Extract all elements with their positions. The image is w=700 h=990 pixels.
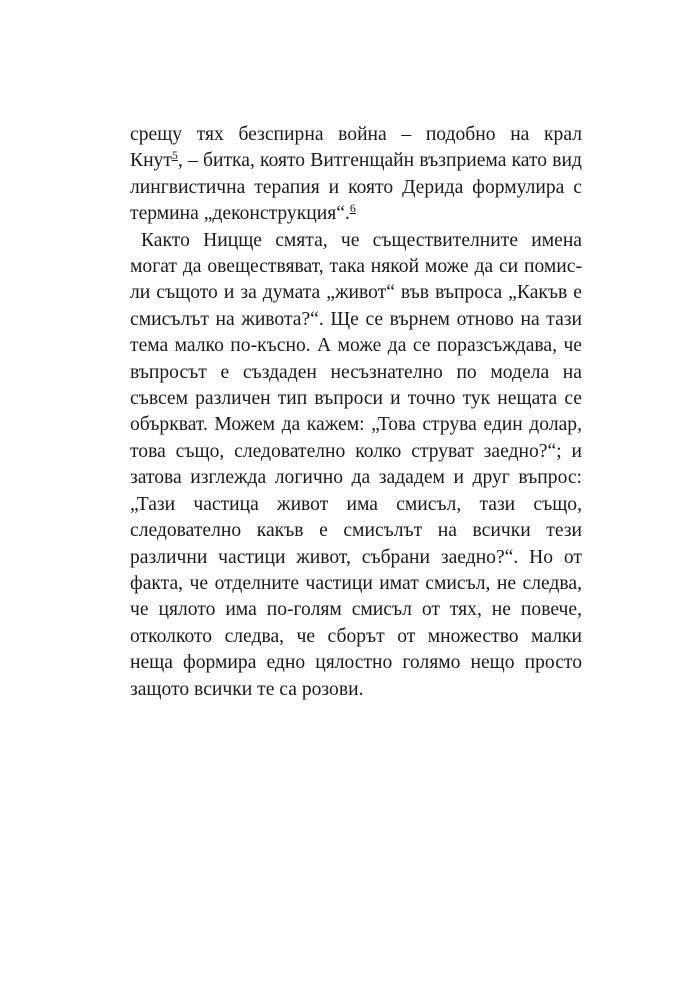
text-line (130, 280, 582, 306)
line-text: неща формира едно цялостно голямо нещо просто (130, 652, 582, 674)
text-line (130, 148, 582, 174)
line-text: факта, че отделните частици имат смисъл, не следва, (130, 572, 582, 594)
line-text-continued: , – битка, която Витгенщайн възприема като вид (177, 150, 582, 172)
text-line (130, 439, 582, 465)
text-line (130, 650, 582, 676)
line-text: срещу тях безспирна война – подобно на крал (130, 124, 582, 145)
line-text: Както Ницще смята, че съществителните имена (141, 229, 582, 251)
text-line (130, 333, 582, 359)
text-line (130, 545, 582, 571)
line-text: лингвистична терапия и която Дерида формулира с (130, 176, 582, 198)
text-line (130, 597, 582, 623)
text-line (130, 386, 582, 412)
line-text: затова изглежда логично да зададем и друг въпрос: (130, 467, 582, 489)
line-text: съвсем различен тип въпроси и точно тук нещата се (130, 388, 582, 410)
text-line (130, 254, 582, 280)
line-text: „Тази частица живот има смисъл, тази също, (130, 493, 582, 515)
line-text: че цялото има по-голям смисъл от тях, не повече, (130, 599, 582, 621)
line-text: това също, следователно колко струват заедно?“; и (130, 440, 582, 462)
line-text: ли същото и за думата „живот“ във въпроса „Какъв е (130, 282, 582, 304)
text-line (130, 492, 582, 518)
line-text: Кнут (130, 150, 172, 172)
line-text: отколкото следва, че сборът от множество малки (130, 625, 582, 647)
text-line (130, 624, 582, 650)
body-text (130, 122, 582, 703)
line-text: объркват. Можем да кажем: „Това струва един долар, (130, 414, 582, 436)
line-text: въпросът е създаден несъзнателно по модела на (130, 361, 582, 383)
line-text: защото всички те са розови. (130, 678, 364, 700)
text-line (130, 307, 582, 333)
text-line (130, 412, 582, 438)
text-line (130, 175, 582, 201)
text-line (130, 201, 582, 227)
line-text: различни частици живот, събрани заедно?“. Но от (130, 546, 582, 568)
text-line (130, 571, 582, 597)
text-line (130, 122, 582, 148)
footnote-marker[interactable]: 5 (171, 148, 178, 163)
line-text: тема малко по-късно. А може да се поразсъждава, че (130, 335, 582, 357)
line-text: следователно какъв е смисълът на всички тези (130, 520, 582, 542)
line-text: смисълът на живота?“. Ще се върнем отново на тази (130, 308, 582, 330)
paragraph (130, 122, 582, 228)
text-line (130, 228, 582, 254)
paragraph (130, 228, 582, 703)
line-text: могат да овеществяват, така някой може да си помис- (130, 256, 582, 278)
text-line (130, 465, 582, 491)
footnote-marker[interactable]: 6 (349, 201, 356, 216)
text-line (130, 677, 582, 703)
text-line (130, 360, 582, 386)
line-text: термина „деконструкция“. (130, 203, 350, 225)
text-line (130, 518, 582, 544)
